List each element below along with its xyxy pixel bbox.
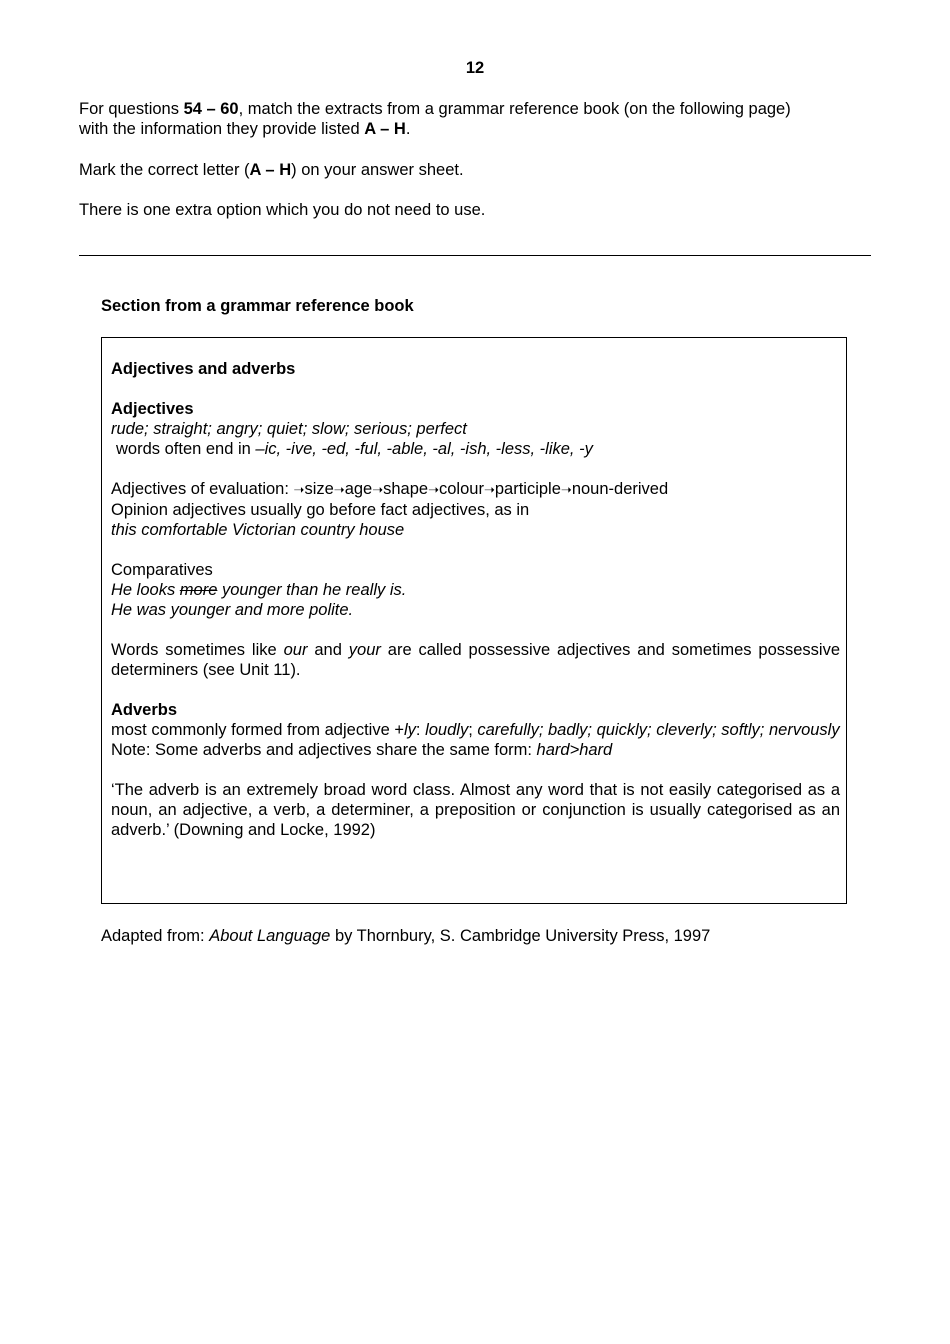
note-text: Note: Some adverbs and adjectives share the same form: [111, 741, 537, 759]
instruction-text: , match the extracts from a grammar reference book (on the following page) [238, 100, 791, 118]
comparative-example-1 [111, 580, 840, 600]
adjectives-examples: rude; straight; angry; quiet; slow; serious; perfect [111, 420, 467, 438]
book-title: About Language [209, 927, 331, 945]
instruction-text: For questions [79, 100, 184, 118]
adverbs-text: : [415, 721, 426, 739]
order-item: colour [439, 480, 484, 498]
instruction-text: . [405, 120, 411, 138]
struck-word: more [179, 581, 218, 599]
suffix-ly: ly [403, 721, 416, 739]
adjectives-endings [111, 439, 840, 459]
horizontal-divider [79, 255, 871, 256]
endings-label: words often end in [116, 440, 256, 458]
instruction-text: Mark the correct letter ( [79, 161, 250, 179]
adverb-examples-list: carefully; badly; quickly; cleverly; softly; nervously [477, 721, 840, 739]
possessive-text: are called possessive adjectives and sometimes possessive determiners (see Unit 11). [111, 641, 841, 679]
arrow-right-icon: ➝ [428, 482, 439, 497]
example-text: younger than he really is. [217, 581, 407, 599]
adverb-quote: ‘The adverb is an extremely broad word class. Almost any word that is not easily categorised as a noun, an adjective, a verb, a determiner, a preposition or conjunction is usually categorised as an adverb.’ (Downing and Locke, 1992) [111, 781, 840, 839]
adverbs-title: Adverbs [111, 701, 178, 719]
arrow-right-icon: ➝ [372, 482, 384, 497]
arrow-right-icon: ➝ [483, 482, 495, 497]
opinion-example: this comfortable Victorian country house [111, 521, 405, 539]
option-range: A – H [249, 161, 292, 179]
possessive-note [111, 640, 840, 680]
adverbs-note [111, 740, 840, 760]
order-item: age [344, 480, 373, 498]
word-your: your [348, 641, 381, 659]
order-item: participle [494, 480, 561, 498]
adjectives-title: Adjectives [111, 400, 194, 418]
note-example: hard>hard [536, 741, 613, 759]
possessive-text: Words sometimes like [111, 641, 284, 659]
instruction-paragraph-1 [79, 99, 871, 139]
reference-extract-box [101, 337, 847, 904]
adverbs-text: ; [468, 721, 478, 739]
instruction-paragraph-3 [79, 200, 871, 220]
possessive-text: and [307, 641, 349, 659]
question-range: 54 – 60 [183, 100, 239, 118]
adverbs-text: most commonly formed from adjective + [111, 721, 404, 739]
source-citation [101, 926, 710, 946]
adverbs-formation [111, 720, 840, 740]
endings-list: –ic, -ive, -ed, -ful, -able, -al, -ish, -less, -like, -y [255, 440, 593, 458]
evaluation-label: Adjectives of evaluation: [111, 480, 294, 498]
page-number: 12 [465, 59, 485, 77]
evaluation-order [111, 479, 840, 500]
arrow-right-icon: ➝ [560, 482, 572, 497]
instruction-text: There is one extra option which you do not need to use. [79, 201, 486, 219]
box-heading: Adjectives and adverbs [111, 360, 296, 378]
citation-text: by Thornbury, S. Cambridge University Press, 1997 [330, 927, 711, 945]
section-title: Section from a grammar reference book [101, 297, 414, 315]
example-text: He looks [111, 581, 180, 599]
order-item: size [304, 480, 334, 498]
instruction-paragraph-2 [79, 160, 871, 180]
instruction-text: ) on your answer sheet. [291, 161, 464, 179]
opinion-rule: Opinion adjectives usually go before fact adjectives, as in [111, 501, 530, 519]
arrow-right-icon: ➝ [293, 482, 305, 497]
order-item: noun-derived [571, 480, 669, 498]
order-item: shape [383, 480, 429, 498]
citation-text: Adapted from: [101, 927, 210, 945]
word-our: our [283, 641, 308, 659]
option-range: A – H [364, 120, 406, 138]
comparative-example-2: He was younger and more polite. [111, 601, 354, 619]
adverb-example: loudly [425, 721, 469, 739]
arrow-right-icon: ➝ [333, 482, 345, 497]
comparatives-title: Comparatives [111, 561, 213, 579]
instruction-text: with the information they provide listed [79, 120, 365, 138]
